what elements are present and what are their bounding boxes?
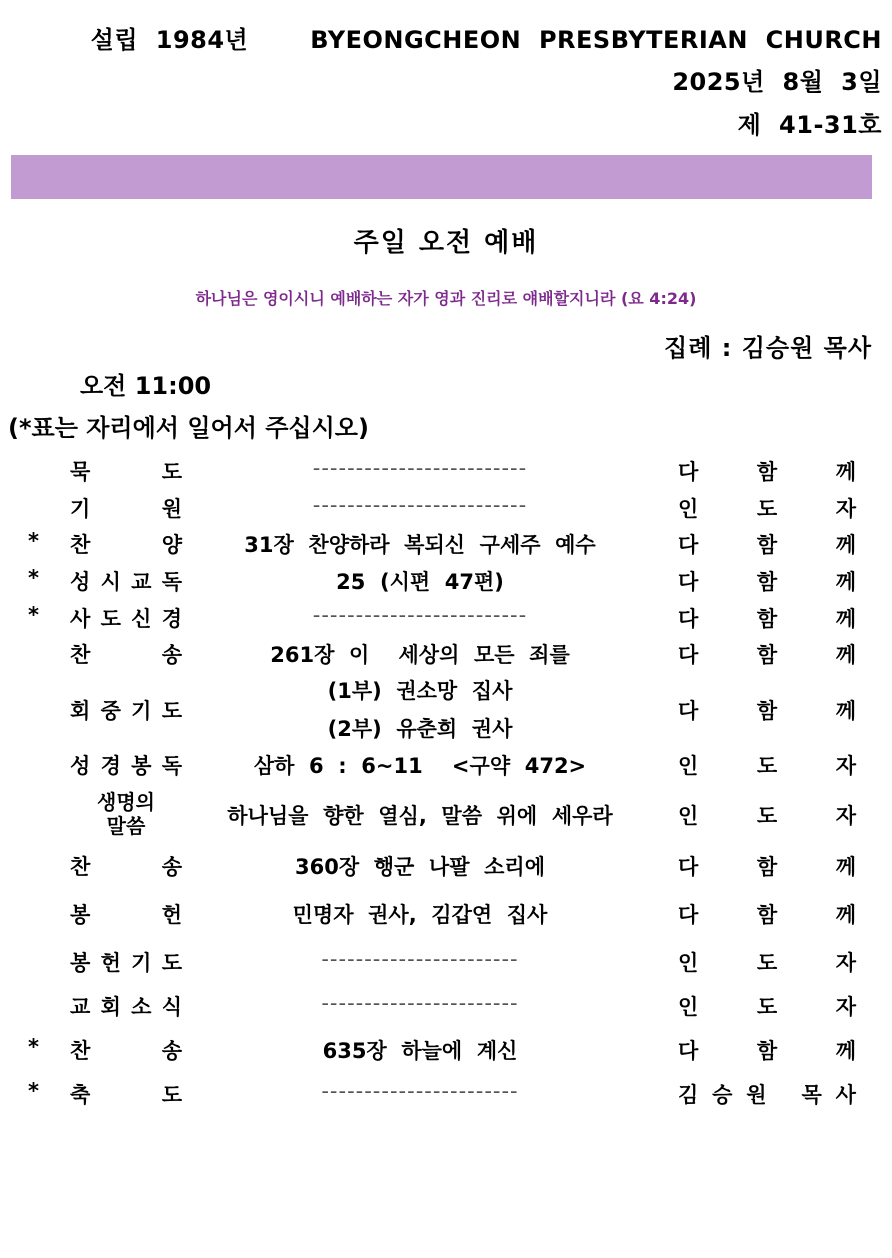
order-item-leader-char: 자 bbox=[835, 804, 856, 828]
order-item-name-char: 도 bbox=[100, 607, 121, 631]
order-row bbox=[0, 1034, 892, 1064]
order-row bbox=[0, 492, 892, 522]
order-item-name-char: 찬 bbox=[70, 533, 91, 557]
order-item-leader bbox=[678, 851, 856, 881]
order-item-leader bbox=[678, 695, 856, 725]
order-item-content: ------------------------- bbox=[312, 493, 528, 517]
order-item-leader-char: 자 bbox=[835, 497, 856, 521]
order-item-name-char: 송 bbox=[161, 643, 182, 667]
order-item-name bbox=[70, 947, 182, 977]
order-row bbox=[0, 946, 892, 976]
order-item-leader bbox=[678, 566, 856, 596]
order-item-name-char: 경 bbox=[161, 607, 182, 631]
order-item-leader-char: 자 bbox=[835, 995, 856, 1019]
header-divider-bar bbox=[11, 155, 872, 199]
order-item-leader-char: 도 bbox=[756, 497, 778, 521]
order-item-name-char: 성 bbox=[70, 754, 91, 778]
order-item-name-char: 회 bbox=[70, 699, 91, 723]
order-item-name bbox=[70, 639, 182, 669]
order-item-leader bbox=[678, 529, 856, 559]
order-row bbox=[0, 565, 892, 595]
standing-mark: * bbox=[28, 529, 39, 553]
order-item-name bbox=[70, 603, 182, 633]
order-item-leader-char: 께 bbox=[835, 533, 856, 557]
order-item-name-line: 생명의 bbox=[97, 790, 155, 814]
order-item-leader bbox=[678, 991, 856, 1021]
order-item-leader-char: 인 bbox=[678, 754, 699, 778]
order-item-leader-char: 함 bbox=[756, 855, 778, 879]
order-row bbox=[0, 676, 892, 742]
order-item-name-char: 소 bbox=[131, 995, 152, 1019]
order-item-name bbox=[70, 991, 182, 1021]
order-item-leader-char: 승 bbox=[712, 1083, 733, 1107]
order-item-leader-char: 도 bbox=[756, 804, 778, 828]
order-item-name-char: 독 bbox=[161, 754, 182, 778]
order-item-name-char: 도 bbox=[161, 460, 182, 484]
service-title: 주일 오전 예배 bbox=[353, 228, 539, 258]
order-item-content: ----------------------- bbox=[321, 991, 519, 1015]
service-time: 오전 11:00 bbox=[80, 372, 212, 400]
order-item-content: ----------------------- bbox=[321, 947, 519, 971]
order-item-leader-char: 다 bbox=[678, 607, 699, 631]
order-item-name bbox=[70, 456, 182, 486]
order-item-leader bbox=[678, 456, 856, 486]
scripture-verse: 하나님은 영이시니 예배하는 자가 영과 진리로 얘배할지니라 (요 4:24) bbox=[195, 289, 697, 308]
order-item-name-char: 도 bbox=[161, 951, 182, 975]
order-item-name-char: 봉 bbox=[131, 754, 152, 778]
order-item-name-char: 찬 bbox=[70, 643, 91, 667]
order-item-name-char: 시 bbox=[100, 570, 121, 594]
order-item-name-char: 교 bbox=[131, 570, 152, 594]
order-item-leader-char bbox=[780, 1079, 787, 1109]
bulletin-date: 2025년 8월 3일 bbox=[672, 68, 882, 96]
order-item-leader-char: 사 bbox=[835, 1083, 856, 1107]
order-item-name bbox=[70, 899, 182, 929]
order-item-leader-char: 께 bbox=[835, 699, 856, 723]
order-item-leader-char: 함 bbox=[756, 699, 778, 723]
standing-mark: * bbox=[28, 1079, 39, 1103]
order-item-name-char: 사 bbox=[70, 607, 91, 631]
order-item-leader bbox=[678, 603, 856, 633]
order-item-leader-char: 께 bbox=[835, 1039, 856, 1063]
order-item-content bbox=[200, 672, 640, 748]
order-item-leader-char: 께 bbox=[835, 607, 856, 631]
order-item-leader-char: 인 bbox=[678, 497, 699, 521]
order-item-name bbox=[70, 851, 182, 881]
order-item-leader-char: 께 bbox=[835, 855, 856, 879]
order-item-content: 261장 이 세상의 모든 죄를 bbox=[270, 643, 570, 667]
order-item-leader-char: 다 bbox=[678, 855, 699, 879]
order-item-leader-char: 인 bbox=[678, 804, 699, 828]
order-row bbox=[0, 602, 892, 632]
order-item-name bbox=[70, 1079, 182, 1109]
order-item-leader-char: 도 bbox=[756, 995, 778, 1019]
order-item-name-char: 식 bbox=[161, 995, 182, 1019]
order-item-leader bbox=[678, 639, 856, 669]
order-item-name bbox=[70, 529, 182, 559]
standing-mark: * bbox=[28, 603, 39, 627]
order-item-leader-char: 다 bbox=[678, 699, 699, 723]
order-item-name-char: 찬 bbox=[70, 1039, 91, 1063]
order-row bbox=[0, 1078, 892, 1108]
order-item-leader-char: 도 bbox=[756, 951, 778, 975]
order-item-name-char: 기 bbox=[131, 699, 152, 723]
order-item-leader-char: 목 bbox=[801, 1083, 822, 1107]
order-item-name-char: 교 bbox=[70, 995, 91, 1019]
order-item-name bbox=[70, 493, 182, 523]
order-item-leader-char: 함 bbox=[756, 643, 778, 667]
presider: 집례 : 김승원 목사 bbox=[664, 334, 872, 362]
order-item-name-char: 헌 bbox=[161, 903, 182, 927]
order-item-leader-char: 다 bbox=[678, 1039, 699, 1063]
order-item-name-char: 묵 bbox=[70, 460, 91, 484]
order-item-name-char: 원 bbox=[161, 497, 182, 521]
order-item-name-char: 송 bbox=[161, 855, 182, 879]
order-item-content: ------------------------- bbox=[312, 456, 528, 480]
order-row bbox=[0, 990, 892, 1020]
issue-number: 제 41-31호 bbox=[737, 111, 882, 139]
order-item-name-char: 회 bbox=[100, 995, 121, 1019]
order-item-leader-char: 도 bbox=[756, 754, 778, 778]
order-item-name-char: 송 bbox=[161, 1039, 182, 1063]
order-item-content: 360장 행군 나팔 소리에 bbox=[295, 855, 545, 879]
order-row bbox=[0, 850, 892, 880]
order-item-name-char: 경 bbox=[100, 754, 121, 778]
order-item-name-char: 축 bbox=[70, 1083, 91, 1107]
order-row bbox=[0, 455, 892, 485]
order-item-leader-char: 김 bbox=[678, 1083, 699, 1107]
order-item-name-char: 도 bbox=[161, 699, 182, 723]
order-item-name-char: 도 bbox=[161, 1083, 182, 1107]
order-item-name-char: 양 bbox=[161, 533, 182, 557]
standing-mark: * bbox=[28, 566, 39, 590]
order-item-leader bbox=[678, 947, 856, 977]
order-item-name-char: 기 bbox=[131, 951, 152, 975]
order-item-content: 635장 하늘에 계신 bbox=[322, 1039, 518, 1063]
order-item-name bbox=[70, 750, 182, 780]
order-item-leader-char: 함 bbox=[756, 460, 778, 484]
order-item-name-char: 봉 bbox=[70, 951, 91, 975]
order-item-name-char: 헌 bbox=[100, 951, 121, 975]
order-item-content-line: (2부) 유춘희 권사 bbox=[327, 717, 513, 741]
order-item-leader-char: 자 bbox=[835, 754, 856, 778]
order-item-content: 민명자 권사, 김갑연 집사 bbox=[292, 903, 548, 927]
order-item-leader-char: 자 bbox=[835, 951, 856, 975]
standing-mark: * bbox=[28, 1035, 39, 1059]
founded-year: 설립 1984년 bbox=[90, 26, 249, 54]
order-item-leader-char: 께 bbox=[835, 643, 856, 667]
order-item-leader-char: 인 bbox=[678, 951, 699, 975]
order-item-leader bbox=[678, 493, 856, 523]
order-item-leader-char: 다 bbox=[678, 643, 699, 667]
order-item-name-char: 찬 bbox=[70, 855, 91, 879]
order-item-content-line: (1부) 권소망 집사 bbox=[327, 679, 513, 703]
order-item-content: ----------------------- bbox=[321, 1079, 519, 1103]
order-item-leader-char: 함 bbox=[756, 903, 778, 927]
order-item-content: 삼하 6 : 6~11 <구약 472> bbox=[253, 754, 587, 778]
order-item-leader-char: 함 bbox=[756, 607, 778, 631]
order-item-leader-char: 함 bbox=[756, 1039, 778, 1063]
founded-and-church-name bbox=[91, 20, 882, 55]
order-item-leader-char: 께 bbox=[835, 570, 856, 594]
order-item-leader bbox=[678, 750, 856, 780]
order-item-leader-char: 께 bbox=[835, 460, 856, 484]
order-row bbox=[0, 638, 892, 668]
order-item-name-char: 기 bbox=[70, 497, 91, 521]
order-row bbox=[0, 528, 892, 558]
order-item-name bbox=[70, 1035, 182, 1065]
order-item-name bbox=[70, 790, 182, 838]
order-item-name bbox=[70, 695, 182, 725]
order-item-leader bbox=[678, 1079, 856, 1109]
order-row bbox=[0, 790, 892, 838]
order-item-content: ------------------------- bbox=[312, 603, 528, 627]
order-item-leader-char: 다 bbox=[678, 903, 699, 927]
order-item-name bbox=[70, 566, 182, 596]
order-item-content: 하나님을 향한 열심, 말씀 위에 세우라 bbox=[227, 804, 613, 828]
order-item-name-char: 봉 bbox=[70, 903, 91, 927]
church-name: BYEONGCHEON PRESBYTERIAN CHURCH bbox=[310, 26, 882, 54]
order-item-content: 25 (시편 47편) bbox=[336, 570, 504, 594]
order-item-name-char: 신 bbox=[131, 607, 152, 631]
order-item-leader-char: 다 bbox=[678, 460, 699, 484]
order-item-content: 31장 찬양하라 복되신 구세주 예수 bbox=[244, 533, 596, 557]
order-item-leader-char: 원 bbox=[746, 1083, 767, 1107]
order-item-leader-char: 께 bbox=[835, 903, 856, 927]
order-item-name-char: 성 bbox=[70, 570, 91, 594]
order-row bbox=[0, 898, 892, 928]
order-item-leader-char: 다 bbox=[678, 570, 699, 594]
order-item-name-char: 독 bbox=[161, 570, 182, 594]
order-item-leader-char: 인 bbox=[678, 995, 699, 1019]
order-item-leader bbox=[678, 1035, 856, 1065]
order-item-leader-char: 함 bbox=[756, 533, 778, 557]
order-item-name-line: 말씀 bbox=[106, 814, 146, 838]
order-item-leader bbox=[678, 899, 856, 929]
order-item-name-char: 중 bbox=[100, 699, 121, 723]
order-item-leader bbox=[678, 800, 856, 830]
order-row bbox=[0, 749, 892, 779]
order-item-leader-char: 다 bbox=[678, 533, 699, 557]
standing-notice: (*표는 자리에서 일어서 주십시오) bbox=[8, 414, 369, 442]
order-item-leader-char: 함 bbox=[756, 570, 778, 594]
